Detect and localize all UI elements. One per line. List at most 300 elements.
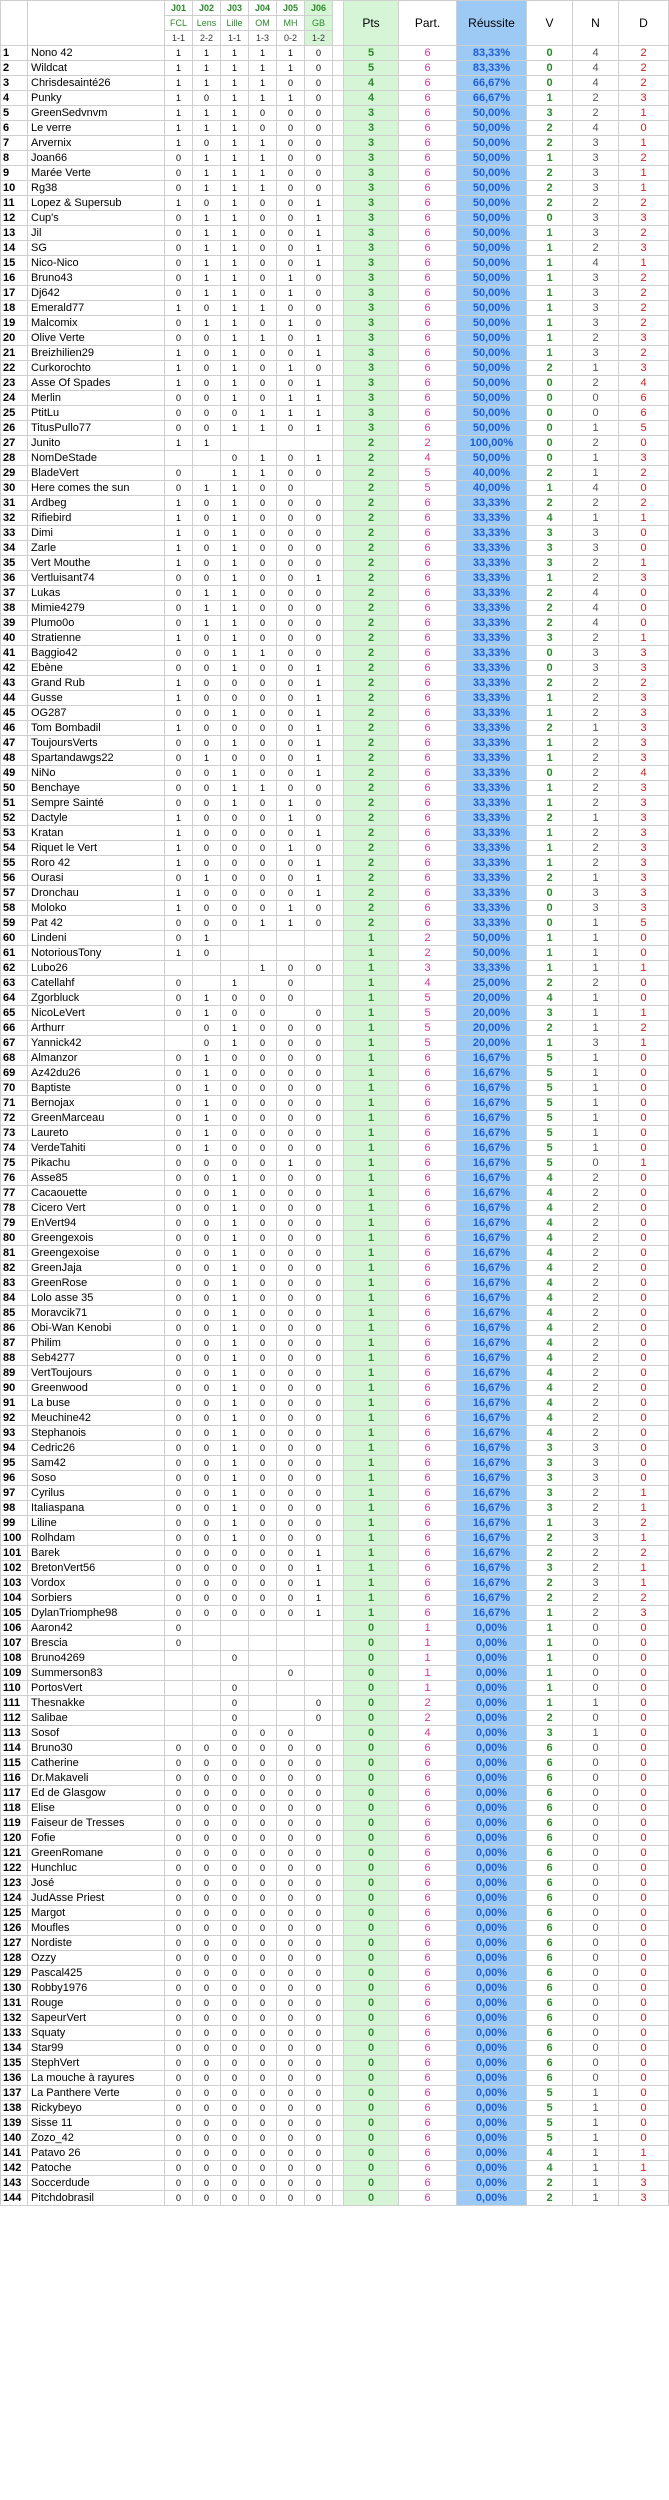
j01-cell: 1	[165, 886, 193, 901]
pts-cell: 1	[344, 1321, 399, 1336]
table-row	[1, 901, 669, 916]
n-cell: 0	[573, 2011, 619, 2026]
j03-cell: 1	[221, 421, 249, 436]
j01-cell: 0	[165, 1606, 193, 1621]
j01-cell: 0	[165, 1981, 193, 1996]
j04-cell: 0	[249, 211, 277, 226]
v-cell: 3	[527, 526, 573, 541]
reussite-cell: 0,00%	[457, 2176, 527, 2191]
part-cell: 6	[399, 1996, 457, 2011]
rank-cell: 61	[1, 946, 28, 961]
gap-cell	[333, 1156, 344, 1171]
j02-cell: 0	[193, 631, 221, 646]
gap-cell	[333, 181, 344, 196]
j04-cell: 0	[249, 361, 277, 376]
gap-cell	[333, 1186, 344, 1201]
part-cell: 6	[399, 241, 457, 256]
pts-cell: 1	[344, 1531, 399, 1546]
rank-cell: 81	[1, 1246, 28, 1261]
j04-cell: 0	[249, 121, 277, 136]
j06-cell: 0	[305, 181, 333, 196]
rank-cell: 54	[1, 841, 28, 856]
j05-cell: 0	[277, 2161, 305, 2176]
j05-cell	[277, 1711, 305, 1726]
n-cell: 1	[573, 811, 619, 826]
n-cell: 4	[573, 76, 619, 91]
j02-cell	[193, 961, 221, 976]
pts-cell: 1	[344, 1441, 399, 1456]
j06-cell: 0	[305, 1366, 333, 1381]
v-cell: 1	[527, 346, 573, 361]
j03-cell: 1	[221, 1501, 249, 1516]
player-name: Bruno4269	[28, 1651, 165, 1666]
d-cell: 1	[619, 181, 669, 196]
reussite-cell: 50,00%	[457, 106, 527, 121]
reussite-cell: 0,00%	[457, 1951, 527, 1966]
part-cell: 6	[399, 1066, 457, 1081]
table-row	[1, 1351, 669, 1366]
pts-cell: 2	[344, 676, 399, 691]
table-row	[1, 1366, 669, 1381]
player-name: Almanzor	[28, 1051, 165, 1066]
table-row	[1, 976, 669, 991]
j06-cell: 1	[305, 211, 333, 226]
j06-cell: 1	[305, 661, 333, 676]
part-cell: 6	[399, 1381, 457, 1396]
j04-cell	[249, 1681, 277, 1696]
gap-cell	[333, 271, 344, 286]
pts-cell: 2	[344, 571, 399, 586]
reussite-cell: 0,00%	[457, 1861, 527, 1876]
j03-cell: 0	[221, 2011, 249, 2026]
pts-cell: 0	[344, 2056, 399, 2071]
n-cell: 3	[573, 901, 619, 916]
reussite-cell: 33,33%	[457, 766, 527, 781]
pts-cell: 0	[344, 1726, 399, 1741]
rank-cell: 141	[1, 2146, 28, 2161]
part-cell: 6	[399, 1306, 457, 1321]
v-cell: 2	[527, 676, 573, 691]
j03-cell: 1	[221, 211, 249, 226]
j04-cell: 0	[249, 1261, 277, 1276]
pts-cell: 5	[344, 46, 399, 61]
table-row	[1, 496, 669, 511]
gap-cell	[333, 346, 344, 361]
n-cell: 4	[573, 616, 619, 631]
table-row	[1, 1246, 669, 1261]
n-cell: 2	[573, 766, 619, 781]
part-cell: 6	[399, 316, 457, 331]
rank-cell: 25	[1, 406, 28, 421]
j06-cell: 0	[305, 301, 333, 316]
pts-cell: 2	[344, 811, 399, 826]
d-cell: 1	[619, 961, 669, 976]
rank-cell: 76	[1, 1171, 28, 1186]
rank-cell: 85	[1, 1306, 28, 1321]
gap-cell	[333, 796, 344, 811]
j06-cell: 1	[305, 751, 333, 766]
j04-cell: 0	[249, 106, 277, 121]
v-cell: 2	[527, 811, 573, 826]
table-row	[1, 481, 669, 496]
player-name: DylanTriomphe98	[28, 1606, 165, 1621]
player-name: Robby1976	[28, 1981, 165, 1996]
rank-cell: 128	[1, 1951, 28, 1966]
header-pts: Pts	[344, 1, 399, 46]
table-row	[1, 1846, 669, 1861]
player-name: Liline	[28, 1516, 165, 1531]
j03-cell: 1	[221, 361, 249, 376]
rank-cell: 4	[1, 91, 28, 106]
reussite-cell: 16,67%	[457, 1366, 527, 1381]
table-row	[1, 1231, 669, 1246]
j03-cell: 1	[221, 226, 249, 241]
d-cell: 1	[619, 511, 669, 526]
player-name: La mouche à rayures	[28, 2071, 165, 2086]
reussite-cell: 33,33%	[457, 706, 527, 721]
d-cell: 2	[619, 346, 669, 361]
gap-cell	[333, 841, 344, 856]
reussite-cell: 33,33%	[457, 736, 527, 751]
v-cell: 6	[527, 1771, 573, 1786]
j02-cell: 0	[193, 1021, 221, 1036]
gap-cell	[333, 46, 344, 61]
v-cell: 3	[527, 106, 573, 121]
j04-cell: 0	[249, 1831, 277, 1846]
j04-cell: 0	[249, 1921, 277, 1936]
j04-cell: 0	[249, 2101, 277, 2116]
pts-cell: 2	[344, 871, 399, 886]
j06-cell: 1	[305, 391, 333, 406]
j01-cell: 0	[165, 766, 193, 781]
pts-cell: 1	[344, 1411, 399, 1426]
pts-cell: 0	[344, 2116, 399, 2131]
table-row	[1, 406, 669, 421]
j06-cell: 0	[305, 1411, 333, 1426]
part-cell: 6	[399, 1051, 457, 1066]
v-cell: 4	[527, 1381, 573, 1396]
j03-cell	[221, 1636, 249, 1651]
j01-cell: 0	[165, 1006, 193, 1021]
gap-cell	[333, 1471, 344, 1486]
rank-cell: 72	[1, 1111, 28, 1126]
table-row	[1, 316, 669, 331]
pts-cell: 2	[344, 901, 399, 916]
rank-cell: 137	[1, 2086, 28, 2101]
player-name: Seb4277	[28, 1351, 165, 1366]
j01-cell: 0	[165, 1816, 193, 1831]
j05-cell: 1	[277, 811, 305, 826]
reussite-cell: 0,00%	[457, 1681, 527, 1696]
rank-cell: 99	[1, 1516, 28, 1531]
table-row	[1, 1606, 669, 1621]
v-cell: 1	[527, 256, 573, 271]
table-row	[1, 1141, 669, 1156]
pts-cell: 3	[344, 106, 399, 121]
j05-cell: 0	[277, 1906, 305, 1921]
v-cell: 0	[527, 421, 573, 436]
player-name: Summerson83	[28, 1666, 165, 1681]
j03-cell: 0	[221, 1996, 249, 2011]
part-cell: 6	[399, 1336, 457, 1351]
d-cell: 0	[619, 586, 669, 601]
n-cell: 2	[573, 1351, 619, 1366]
part-cell: 1	[399, 1666, 457, 1681]
j03-cell: 0	[221, 2041, 249, 2056]
v-cell: 4	[527, 2161, 573, 2176]
player-name: JudAsse Priest	[28, 1891, 165, 1906]
part-cell: 5	[399, 1021, 457, 1036]
gap-cell	[333, 556, 344, 571]
part-cell: 6	[399, 2146, 457, 2161]
j06-cell: 0	[305, 1456, 333, 1471]
j03-cell: 1	[221, 1336, 249, 1351]
j01-cell: 0	[165, 1621, 193, 1636]
j03-cell: 1	[221, 1216, 249, 1231]
j02-cell: 0	[193, 1546, 221, 1561]
reussite-cell: 33,33%	[457, 871, 527, 886]
j03-cell: 0	[221, 406, 249, 421]
j02-cell: 0	[193, 1996, 221, 2011]
table-row	[1, 1726, 669, 1741]
j01-cell: 0	[165, 1321, 193, 1336]
reussite-cell: 33,33%	[457, 601, 527, 616]
j06-cell: 0	[305, 136, 333, 151]
part-cell: 6	[399, 2176, 457, 2191]
j06-cell: 0	[305, 526, 333, 541]
player-name: Catellahf	[28, 976, 165, 991]
d-cell: 6	[619, 391, 669, 406]
j05-cell: 0	[277, 1186, 305, 1201]
n-cell: 0	[573, 1636, 619, 1651]
rank-cell: 21	[1, 346, 28, 361]
rank-cell: 111	[1, 1696, 28, 1711]
n-cell: 2	[573, 1396, 619, 1411]
pts-cell: 0	[344, 1921, 399, 1936]
header-rank	[1, 1, 28, 46]
rank-cell: 105	[1, 1606, 28, 1621]
header-d: D	[619, 1, 669, 46]
table-row	[1, 2026, 669, 2041]
d-cell: 3	[619, 706, 669, 721]
j04-cell: 0	[249, 1456, 277, 1471]
table-row	[1, 421, 669, 436]
gap-cell	[333, 1561, 344, 1576]
v-cell: 1	[527, 241, 573, 256]
n-cell: 2	[573, 1591, 619, 1606]
j06-cell: 0	[305, 1096, 333, 1111]
v-cell: 6	[527, 1906, 573, 1921]
part-cell: 6	[399, 691, 457, 706]
j01-cell: 1	[165, 691, 193, 706]
table-row	[1, 961, 669, 976]
j06-cell: 1	[305, 241, 333, 256]
v-cell: 1	[527, 1606, 573, 1621]
j04-cell: 0	[249, 1321, 277, 1336]
part-cell: 6	[399, 1576, 457, 1591]
table-row	[1, 2101, 669, 2116]
reussite-cell: 40,00%	[457, 481, 527, 496]
gap-cell	[333, 2131, 344, 2146]
gap-cell	[333, 571, 344, 586]
player-name: Nico-Nico	[28, 256, 165, 271]
table-row	[1, 751, 669, 766]
j06-cell: 1	[305, 421, 333, 436]
rank-cell: 138	[1, 2101, 28, 2116]
j02-cell: 0	[193, 2101, 221, 2116]
n-cell: 0	[573, 1771, 619, 1786]
n-cell: 3	[573, 541, 619, 556]
n-cell: 2	[573, 1171, 619, 1186]
n-cell: 2	[573, 1561, 619, 1576]
j01-cell: 0	[165, 586, 193, 601]
pts-cell: 4	[344, 76, 399, 91]
part-cell: 6	[399, 1591, 457, 1606]
part-cell: 6	[399, 1861, 457, 1876]
j06-cell: 1	[305, 1591, 333, 1606]
n-cell: 1	[573, 1006, 619, 1021]
j01-cell	[165, 961, 193, 976]
j04-cell: 0	[249, 2056, 277, 2071]
n-cell: 1	[573, 511, 619, 526]
rank-cell: 115	[1, 1756, 28, 1771]
part-cell: 6	[399, 1786, 457, 1801]
part-cell: 6	[399, 1801, 457, 1816]
j02-cell: 0	[193, 1606, 221, 1621]
j03-cell: 1	[221, 1396, 249, 1411]
player-name: La buse	[28, 1396, 165, 1411]
part-cell: 6	[399, 1411, 457, 1426]
gap-cell	[333, 76, 344, 91]
j06-cell: 0	[305, 1006, 333, 1021]
d-cell: 3	[619, 796, 669, 811]
d-cell: 0	[619, 1396, 669, 1411]
gap-cell	[333, 1246, 344, 1261]
gap-cell	[333, 1651, 344, 1666]
d-cell: 3	[619, 1606, 669, 1621]
j05-cell: 0	[277, 1126, 305, 1141]
d-cell: 0	[619, 1876, 669, 1891]
j04-cell: 1	[249, 301, 277, 316]
j02-cell: 0	[193, 1411, 221, 1426]
j03-cell: 0	[221, 1981, 249, 1996]
j01-cell: 0	[165, 1591, 193, 1606]
rank-cell: 113	[1, 1726, 28, 1741]
pts-cell: 3	[344, 151, 399, 166]
pts-cell: 2	[344, 541, 399, 556]
v-cell: 6	[527, 2026, 573, 2041]
rank-cell: 14	[1, 241, 28, 256]
rank-cell: 24	[1, 391, 28, 406]
rank-cell: 118	[1, 1801, 28, 1816]
j05-cell: 0	[277, 256, 305, 271]
pts-cell: 2	[344, 436, 399, 451]
j02-cell: 0	[193, 1456, 221, 1471]
player-name: Benchaye	[28, 781, 165, 796]
d-cell: 3	[619, 871, 669, 886]
j01-cell: 0	[165, 1366, 193, 1381]
gap-cell	[333, 766, 344, 781]
j06-cell: 1	[305, 1606, 333, 1621]
d-cell: 2	[619, 1021, 669, 1036]
j02-cell: 1	[193, 256, 221, 271]
table-row	[1, 1051, 669, 1066]
gap-cell	[333, 361, 344, 376]
table-row	[1, 841, 669, 856]
j01-cell: 1	[165, 496, 193, 511]
d-cell: 0	[619, 1861, 669, 1876]
j01-cell: 0	[165, 1246, 193, 1261]
n-cell: 2	[573, 1246, 619, 1261]
part-cell: 6	[399, 526, 457, 541]
player-name: Italiaspana	[28, 1501, 165, 1516]
gap-cell	[333, 946, 344, 961]
rank-cell: 37	[1, 586, 28, 601]
j06-cell: 0	[305, 106, 333, 121]
reussite-cell: 0,00%	[457, 1966, 527, 1981]
j05-cell: 0	[277, 751, 305, 766]
table-row	[1, 691, 669, 706]
d-cell: 3	[619, 571, 669, 586]
part-cell: 6	[399, 2116, 457, 2131]
gap-cell	[333, 406, 344, 421]
pts-cell: 1	[344, 1381, 399, 1396]
pts-cell: 0	[344, 2071, 399, 2086]
n-cell: 2	[573, 841, 619, 856]
j01-cell: 0	[165, 1576, 193, 1591]
j03-cell: 1	[221, 631, 249, 646]
player-name: GreenRose	[28, 1276, 165, 1291]
j05-cell: 0	[277, 556, 305, 571]
j01-cell: 0	[165, 2176, 193, 2191]
player-name: Dr.Makaveli	[28, 1771, 165, 1786]
j05-cell: 0	[277, 241, 305, 256]
j05-cell: 0	[277, 1351, 305, 1366]
j04-cell: 0	[249, 1081, 277, 1096]
table-row	[1, 676, 669, 691]
j02-cell: 1	[193, 601, 221, 616]
j04-cell: 1	[249, 406, 277, 421]
n-cell: 3	[573, 181, 619, 196]
rank-cell: 29	[1, 466, 28, 481]
v-cell: 2	[527, 1576, 573, 1591]
j01-cell: 0	[165, 2131, 193, 2146]
j04-cell: 0	[249, 376, 277, 391]
player-name: Gusse	[28, 691, 165, 706]
j01-cell: 0	[165, 1441, 193, 1456]
j03-cell	[221, 946, 249, 961]
v-cell: 0	[527, 61, 573, 76]
n-cell: 3	[573, 1516, 619, 1531]
j01-cell: 0	[165, 1111, 193, 1126]
j05-cell: 0	[277, 1576, 305, 1591]
player-name: Marée Verte	[28, 166, 165, 181]
n-cell: 1	[573, 2146, 619, 2161]
v-cell: 6	[527, 1816, 573, 1831]
j02-cell: 1	[193, 1006, 221, 1021]
gap-cell	[333, 1051, 344, 1066]
part-cell: 4	[399, 1726, 457, 1741]
n-cell: 0	[573, 2041, 619, 2056]
j04-cell: 0	[249, 1816, 277, 1831]
player-name: Sorbiers	[28, 1591, 165, 1606]
j02-cell: 0	[193, 1201, 221, 1216]
j05-cell: 0	[277, 1981, 305, 1996]
pts-cell: 1	[344, 1261, 399, 1276]
j04-cell: 0	[249, 2161, 277, 2176]
part-cell: 2	[399, 1696, 457, 1711]
j02-cell	[193, 1681, 221, 1696]
